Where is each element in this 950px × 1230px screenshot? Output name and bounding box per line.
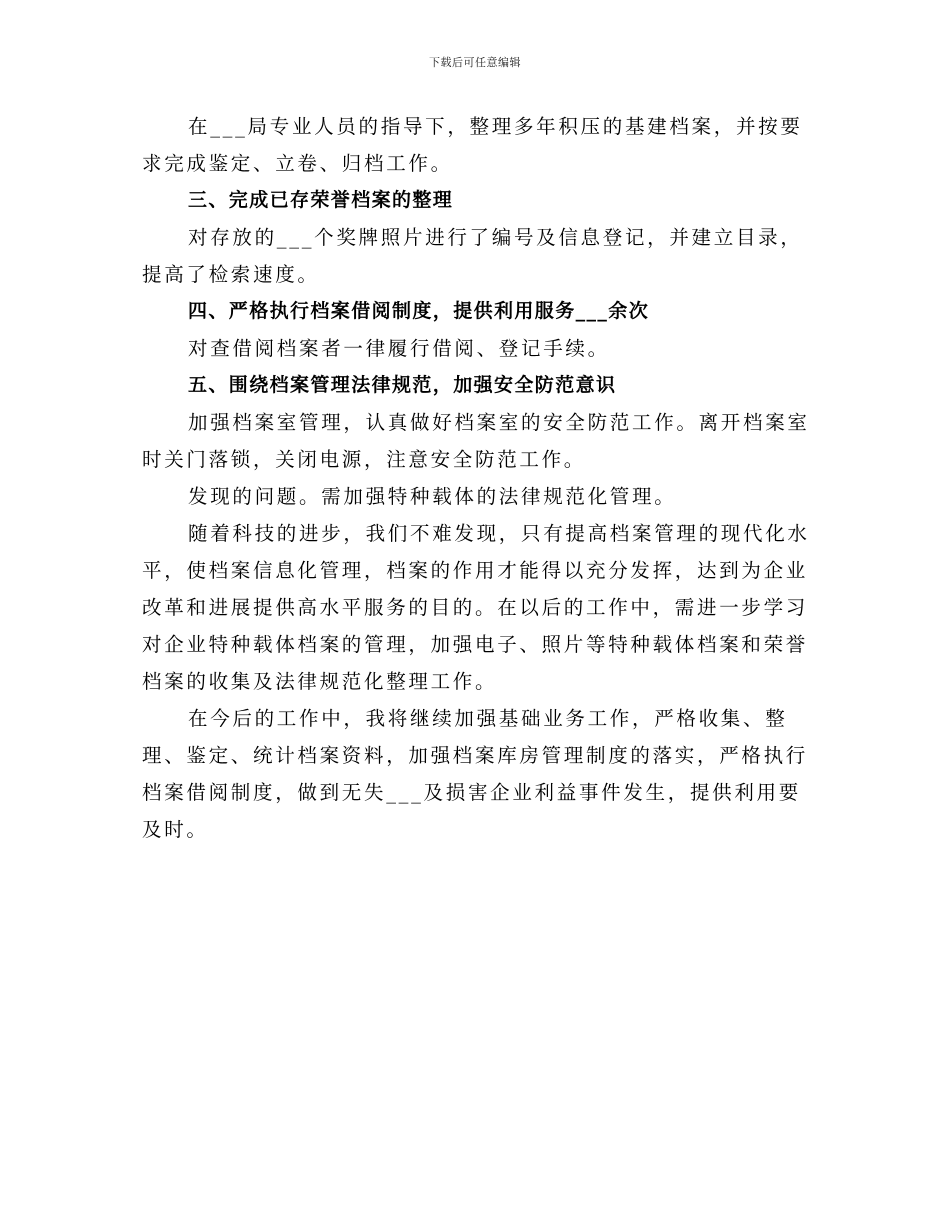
paragraph-archive-arrangement: 在___局专业人员的指导下，整理多年积压的基建档案，并按要求完成鉴定、立卷、归档工作。 [142,115,803,175]
paragraph-honor-archives: 对存放的___个奖牌照片进行了编号及信息登记，并建立目录，提高了检索速度。 [142,226,803,286]
document-body [142,108,810,848]
section-heading-3: 三、完成已存荣誉档案的整理 [188,189,454,211]
paragraph-problems: 发现的问题。需加强特种载体的法律规范化管理。 [188,485,677,508]
section-heading-5: 五、围绕档案管理法律规范，加强安全防范意识 [188,374,617,396]
paragraph-borrowing-procedure: 对查借阅档案者一律履行借阅、登记手续。 [188,337,610,360]
paragraph-modernization: 随着科技的进步，我们不难发现，只有提高档案管理的现代化水平，使档案信息化管理，档案的作用才能得以充分发挥，达到为企业改革和进展提供高水平服务的目的。在以后的工作中，需进一步学习对企业特种载体档案的管理，加强电子、照片等特种载体档案和荣誉档案的收集及法律规范化整理工作。 [142,522,810,693]
paragraph-future-work: 在今后的工作中，我将继续加强基础业务工作，严格收集、整理、鉴定、统计档案资料，加强档案库房管理制度的落实，严格执行档案借阅制度，做到无失___及损害企业利益事件发生，提供利用要及时。 [142,707,809,841]
page-header-note: 下载后可任意编辑 [429,56,521,69]
paragraph-security: 加强档案室管理，认真做好档案室的安全防范工作。离开档案室时关门落锁，关闭电源，注意安全防范工作。 [142,411,810,471]
section-heading-4: 四、严格执行档案借阅制度，提供利用服务___余次 [188,300,650,322]
